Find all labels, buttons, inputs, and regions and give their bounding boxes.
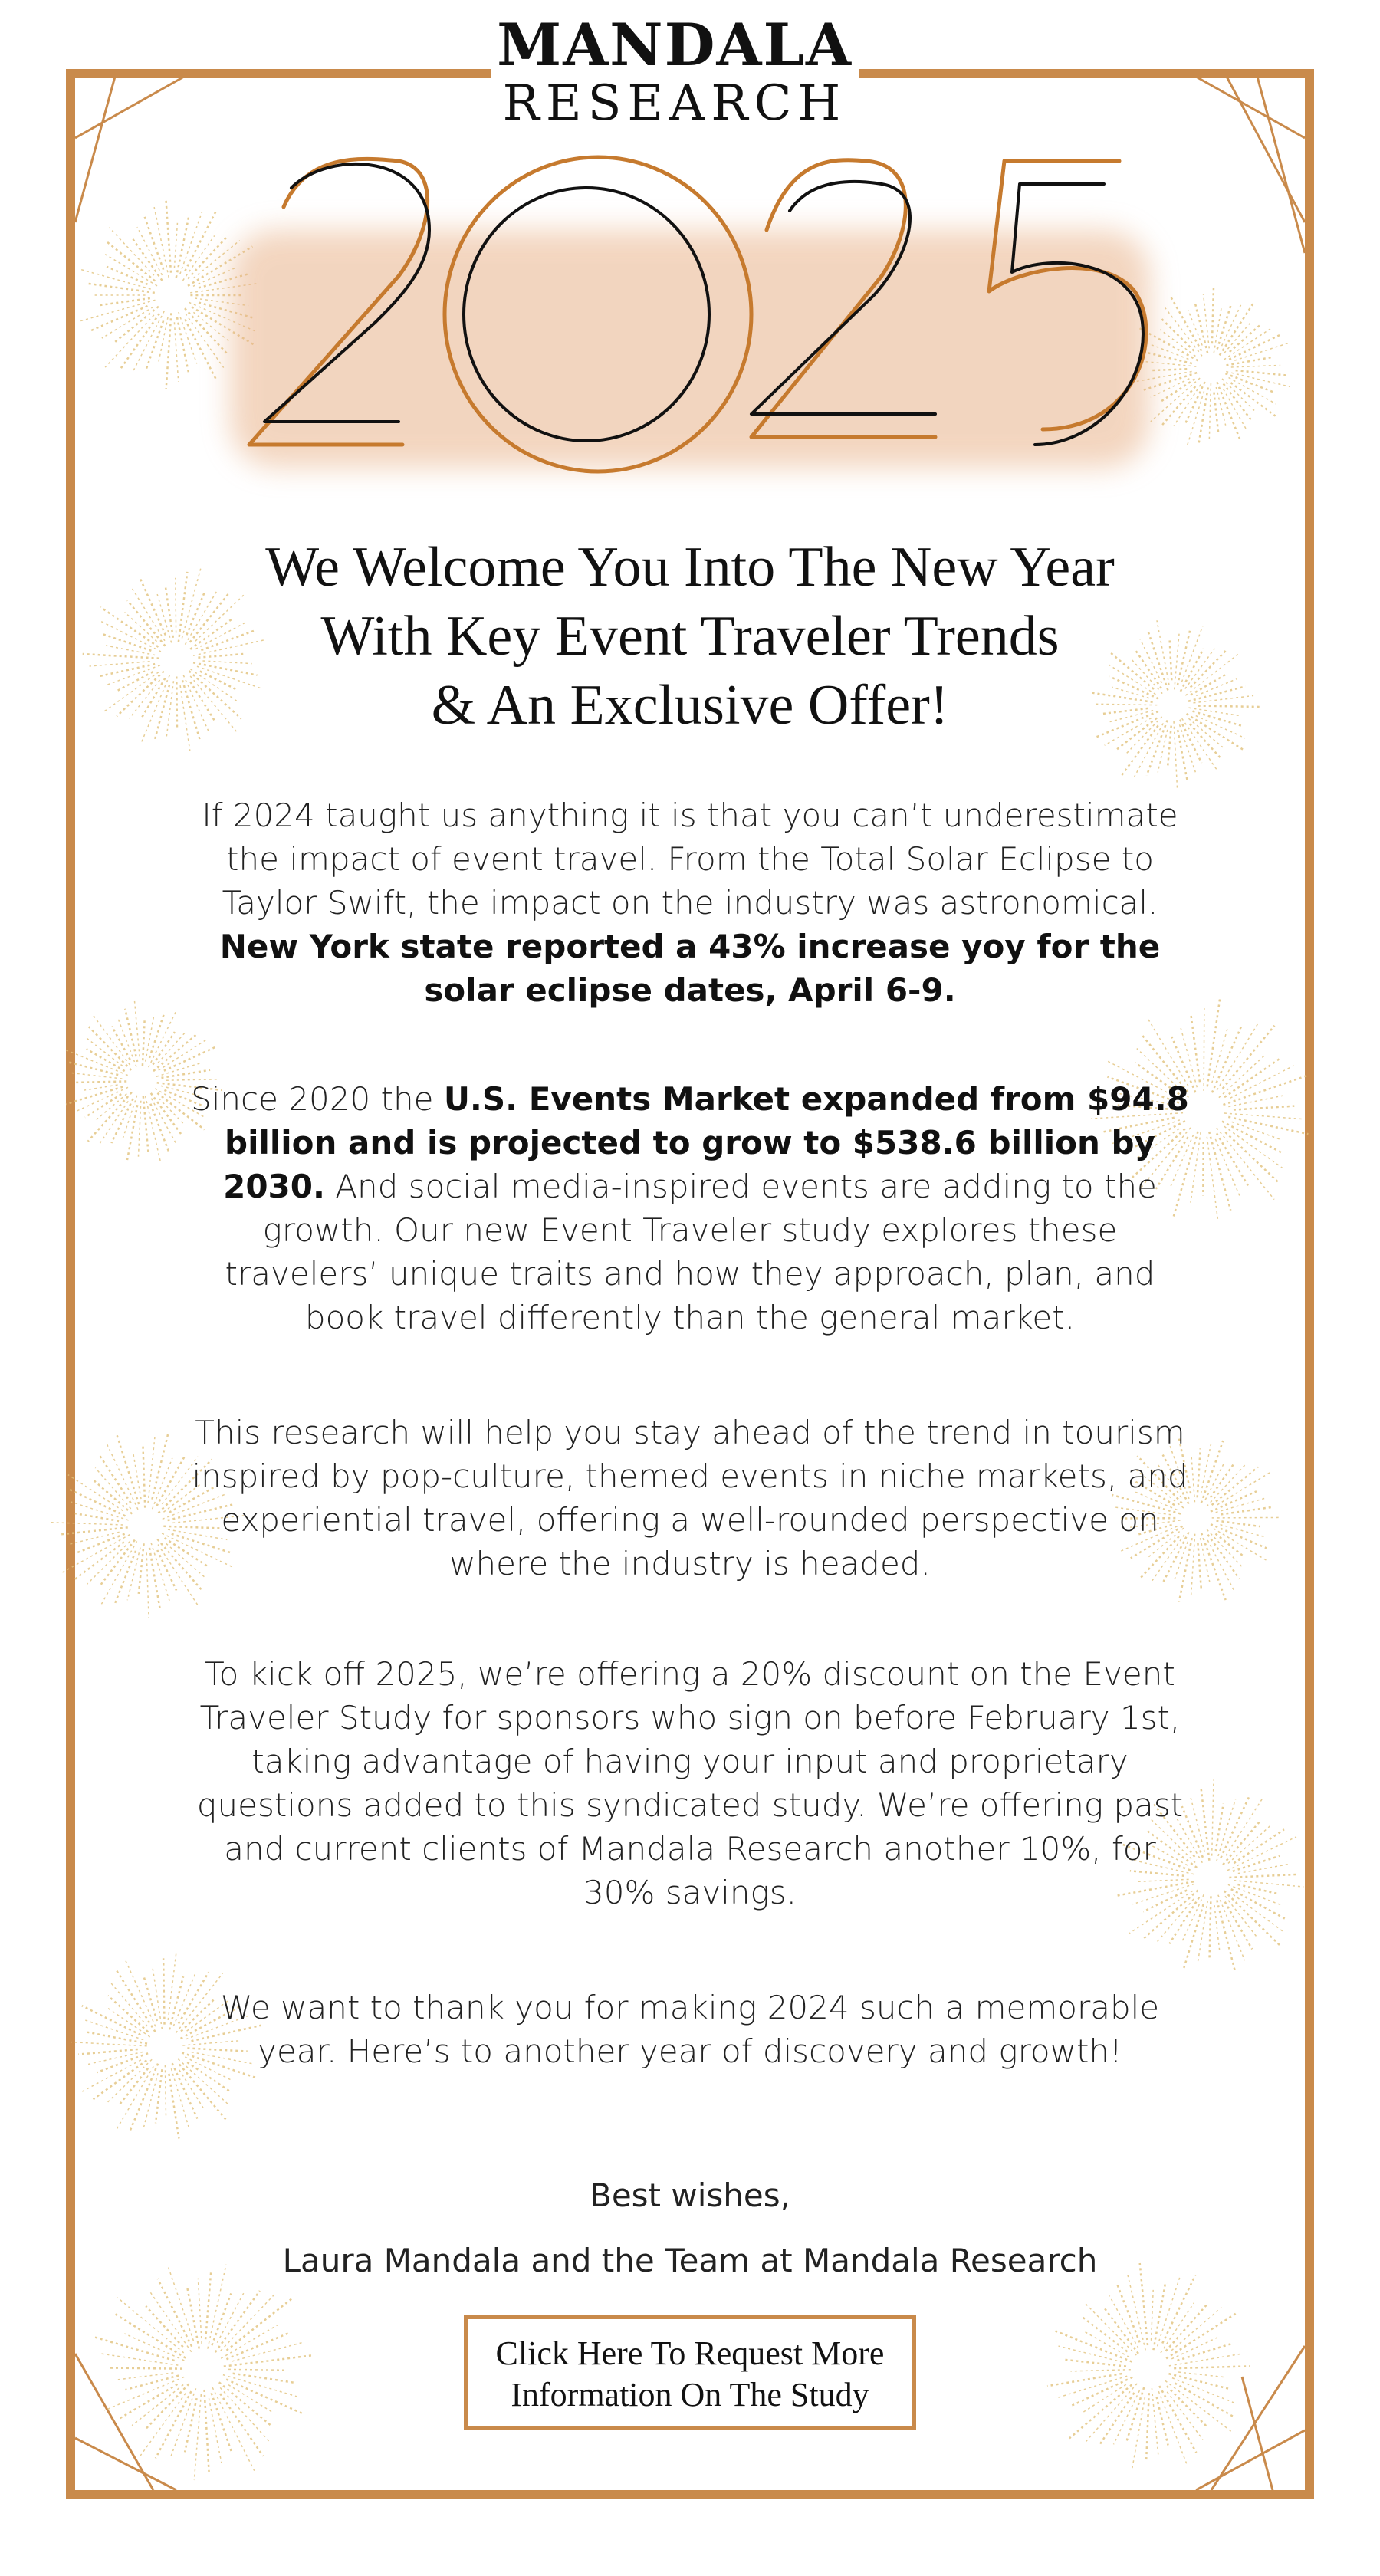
salutation: Best wishes, <box>590 2177 790 2214</box>
paragraph-eclipse-text: If 2024 taught us anything it is that you can’t underestimate the impact of event travel. From the Total Solar Eclipse to Taylor Swift, the impact on the industry was astronomical. <box>202 797 1178 922</box>
signature: Laura Mandala and the Team at Mandala Research <box>282 2242 1098 2279</box>
firework-burst <box>95 2265 313 2480</box>
headline-line1: We Welcome You Into The New Year <box>265 536 1115 599</box>
paragraph-research: This research will help you stay ahead of the trend in tourism inspired by pop-culture, themed events in niche markets, and experiential travel, offering a well-rounded perspective on where the industry is headed. <box>192 1414 1188 1582</box>
paragraph-eclipse-highlight: New York state reported a 43% increase yoy for the solar eclipse dates, April 6-9. <box>219 928 1161 1009</box>
firework-burst <box>80 198 257 389</box>
paragraph-market-highlight: U.S. Events Market expanded from $94.8 billion and is projected to grow to $538.6 billion by 2030. <box>223 1080 1189 1205</box>
paragraph-eclipse <box>184 794 1196 1012</box>
paragraph-thanks: We want to thank you for making 2024 such a memorable year. Here’s to another year of discovery and growth! <box>220 1989 1160 2070</box>
paragraph-offer: To kick off 2025, we’re offering a 20% discount on the Event Traveler Study for sponsors who sign on before February 1st, taking advantage of having your input and proprietary questions added to this syndicated study. We’re offering past and current clients of Mandala Research another 10%, for 30% savings. <box>196 1655 1184 1911</box>
request-info-line1: Click Here To Request More <box>495 2334 885 2372</box>
paragraph-market-text: And social media-inspired events are adding to the growth. Our new Event Traveler study explores these travelers’ unique traits and how they approach, plan, and book travel differently than the general market. <box>225 1168 1157 1336</box>
request-info-button[interactable] <box>464 2315 916 2430</box>
firework-burst <box>1047 2263 1250 2469</box>
headline-line3: & An Exclusive Offer! <box>431 674 949 737</box>
headline <box>192 533 1188 740</box>
paragraph-events-market <box>184 1077 1196 1339</box>
request-info-line2: Information On The Study <box>511 2376 869 2413</box>
firework-burst <box>1133 288 1290 447</box>
brand-line2: RESEARCH <box>502 75 847 132</box>
brand-line1: MANDALA <box>497 11 853 79</box>
headline-line2: With Key Event Traveler Trends <box>320 605 1060 668</box>
brand-logo <box>491 11 859 132</box>
paragraph-market-lead: Since 2020 the <box>191 1080 444 1118</box>
year-2025-graphic <box>230 157 1150 472</box>
